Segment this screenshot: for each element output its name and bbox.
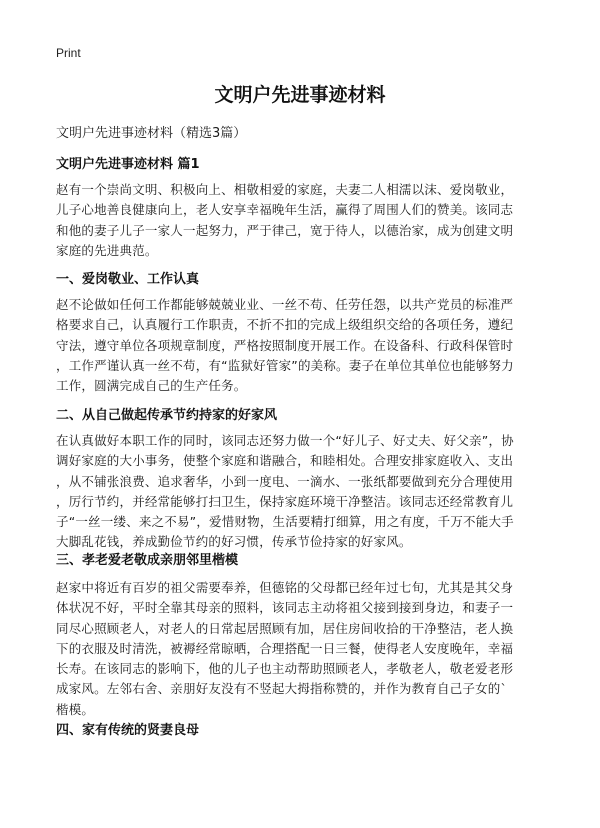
- paragraph-line: 赵家中将近有百岁的祖父需要奉养，但德铭的父母都已经年过七旬，尤其是其父身: [56, 580, 514, 595]
- print-link[interactable]: Print: [56, 46, 81, 60]
- paragraph-line: 成家风。左邻右舍、亲朋好友没有不竖起大拇指称赞的，并作为教育自己子女的`: [56, 681, 507, 697]
- section-4-heading: 四、家有传统的贤妻良母: [56, 723, 200, 738]
- paragraph-line: 调好家庭的大小事务，使整个家庭和谐融合，和睦相处。合理安排家庭收入、支出: [56, 453, 514, 469]
- paragraph-line: 大脚乱花钱，养成勤俭节约的好习惯，传承节俭持家的好家风。: [56, 534, 412, 550]
- paragraph-line: 工作，圆满完成自己的生产任务。: [56, 378, 247, 394]
- paragraph-line: 在认真做好本职工作的同时，该同志还努力做一个“好儿子、好丈夫、好父亲”，协: [56, 433, 514, 448]
- paragraph-line: ，从不铺张浪费、追求奢华，小到一度电、一滴水、一张纸都要做到充分合理使用: [56, 473, 514, 489]
- section-2-heading: 二、从自己做起传承节约持家的好家风: [56, 408, 278, 423]
- paragraph-line: 同尽心照顾老人，对老人的日常起居照顾有加，居住房间收拾的干净整洁，老人换: [56, 620, 514, 636]
- intro-line: 文明户先进事迹材料（精选3篇）: [56, 126, 247, 141]
- paragraph-line: 儿子心地善良健康向上，老人安享幸福晚年生活，赢得了周围人们的赞美。该同志: [56, 202, 514, 218]
- paragraph-line: 格要求自己，认真履行工作职责，不折不扣的完成上级组织交给的各项任务，遵纪: [56, 317, 514, 333]
- paragraph-line: 长寿。在该同志的影响下，他的儿子也主动帮助照顾老人，孝敬老人，敬老爱老形: [56, 661, 514, 677]
- paragraph-line: ，工作严谨认真一丝不苟，有“监狱好管家”的美称。妻子在单位其单位也能够努力: [56, 357, 514, 373]
- paragraph-line: 赵不论做如任何工作都能够兢兢业业、一丝不苟、任劳任怨，以共产党员的标准严: [56, 297, 514, 312]
- section-1-heading: 一、爱岗敬业、工作认真: [56, 272, 200, 287]
- paragraph-line: ，厉行节约，并经常能够打扫卫生，保持家庭环境干净整洁。该同志还经常教育儿: [56, 493, 514, 509]
- paragraph-line: 和他的妻子儿子一家人一起努力，严于律己，宽于待人，以德治家，成为创建文明: [56, 222, 514, 238]
- paragraph-line: 赵有一个崇尚文明、积极向上、相敬相爱的家庭，夫妻二人相濡以沫、爱岗敬业，: [56, 182, 514, 197]
- section-1-body: [56, 295, 548, 396]
- section-3-heading: 三、孝老爱老敬成亲朋邻里楷模: [56, 553, 239, 568]
- paragraph-line: 子“一丝一缕、来之不易”，爱惜财物，生活要精打细算，用之有度，千万不能大手: [56, 514, 514, 530]
- paragraph-line: 守法，遵守单位各项规章制度，严格按照制度开展工作。在设备科、行政科保管时: [56, 337, 514, 353]
- page-title: 文明户先进事迹材料: [214, 84, 386, 106]
- paragraph-1: [56, 180, 548, 261]
- section-3-body: [56, 578, 548, 720]
- paragraph-line: 家庭的先进典范。: [56, 242, 158, 258]
- article-heading: 文明户先进事迹材料 篇1: [56, 157, 200, 172]
- paragraph-line: 下的衣服及时清洗，被褥经常晾晒，合理搭配一日三餐，使得老人安度晚年，幸福: [56, 640, 514, 656]
- paragraph-line: 楷模。: [56, 701, 95, 717]
- section-2-body: [56, 431, 548, 553]
- paragraph-line: 体状况不好，平时全靠其母亲的照料，该同志主动将祖父接到接到身边，和妻子一: [56, 600, 514, 616]
